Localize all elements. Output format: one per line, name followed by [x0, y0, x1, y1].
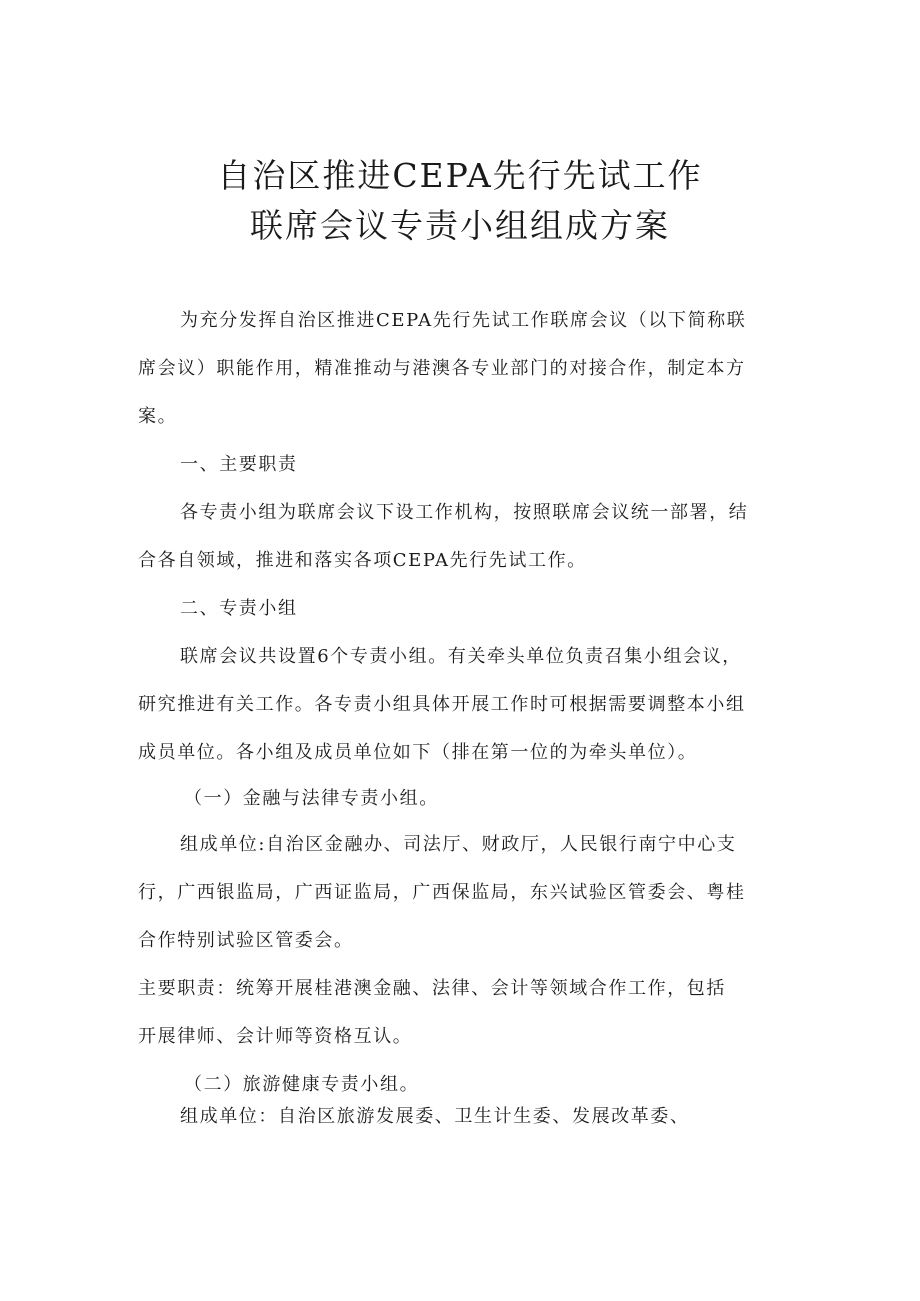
group-2-members-line-1: 组成单位：自治区旅游发展委、卫生计生委、发展改革委、 — [180, 1106, 690, 1127]
document-title-line-2: 联席会议专责小组组成方案 — [250, 206, 670, 245]
section-heading-responsibilities: 一、主要职责 — [180, 454, 298, 475]
document-title-line-1: 自治区推进CEPA先行先试工作 — [217, 156, 703, 195]
intro-paragraph-line-1: 为充分发挥自治区推进CEPA先行先试工作联席会议（以下简称联 — [180, 310, 747, 331]
intro-paragraph-line-2: 席会议）职能作用，精准推动与港澳各专业部门的对接合作，制定本方 — [138, 358, 746, 379]
groups-paragraph-line-1: 联席会议共设置6个专责小组。有关牵头单位负责召集小组会议， — [180, 646, 742, 667]
group-1-members-line-1: 组成单位:自治区金融办、司法厅、财政厅，人民银行南宁中心支 — [180, 834, 737, 855]
group-1-members-line-3: 合作特别试验区管委会。 — [138, 930, 354, 951]
responsibilities-paragraph-line-1: 各专责小组为联席会议下设工作机构，按照联席会议统一部署，结 — [180, 502, 749, 523]
group-2-heading: （二）旅游健康专责小组。 — [184, 1074, 420, 1095]
groups-paragraph-line-2: 研究推进有关工作。各专责小组具体开展工作时可根据需要调整本小组 — [138, 694, 746, 715]
responsibilities-paragraph-line-2: 合各自领域，推进和落实各项CEPA先行先试工作。 — [138, 550, 587, 571]
group-1-members-line-2: 行，广西银监局，广西证监局，广西保监局，东兴试验区管委会、粤桂 — [138, 882, 746, 903]
group-1-duties-line-2: 开展律师、会计师等资格互认。 — [138, 1026, 413, 1047]
section-heading-groups: 二、专责小组 — [180, 598, 298, 619]
intro-paragraph-line-3: 案。 — [138, 406, 178, 427]
group-1-duties-line-1: 主要职责：统筹开展桂港澳金融、法律、会计等领域合作工作，包括 — [138, 978, 726, 999]
group-1-heading: （一）金融与法律专责小组。 — [184, 788, 439, 809]
groups-paragraph-line-3: 成员单位。各小组及成员单位如下（排在第一位的为牵头单位）。 — [138, 742, 698, 763]
